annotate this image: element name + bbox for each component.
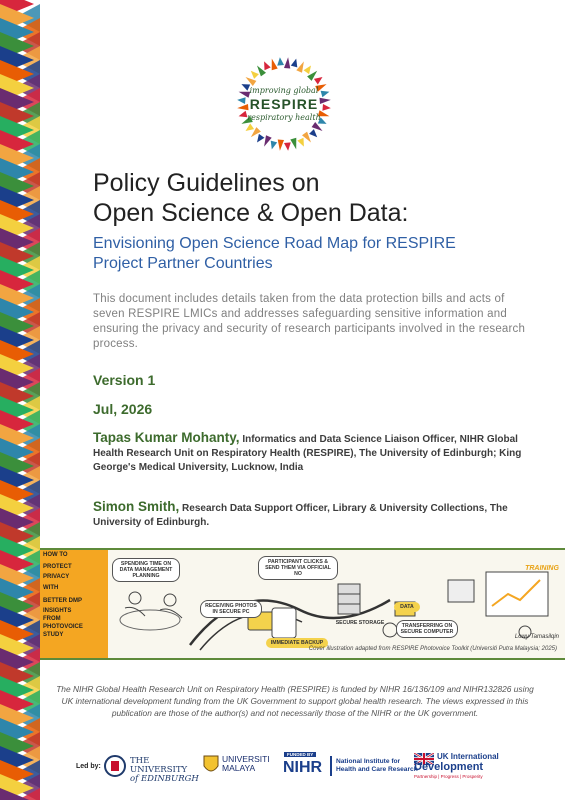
illustration-box-line: PROTECT (43, 564, 72, 570)
decorative-border (0, 0, 40, 800)
document-description: This document includes details taken from the data protection bills and acts of seven RESPIRE LMICs and addresses safeguarding sensitive information and ensuring the privacy and security of research participants involved in the research process. (93, 293, 526, 350)
funding-statement: The NIHR Global Health Research Unit on Respiratory Health (RESPIRE) is funded by NIHR 16/136/109 and NIHR132826 using UK international development funding from the UK Government to support global health research. The views expressed in this publication are those of the author(s) and not necessarily those of the NIHR or the UK government. (56, 684, 534, 718)
subtitle-line-2: Project Partner Countries (93, 255, 273, 272)
illustration-box-line: PRIVACY (43, 574, 70, 580)
edinburgh-name (130, 757, 200, 784)
led-by-label: Led by: (76, 763, 101, 770)
illustration-bubble: SECURE STORAGE (335, 620, 385, 626)
malaya-logo (202, 754, 274, 778)
illustration-bubble: SPENDING TIME ON DATA MANAGEMENT PLANNING (112, 558, 180, 582)
nihr-divider (330, 756, 332, 776)
author-2 (93, 500, 533, 530)
illustration-bubble: IMMEDIATE BACKUP (266, 638, 328, 648)
illustration-title-box (40, 550, 108, 658)
title-line-2: Open Science & Open Data: (93, 199, 409, 227)
illustration-box-line: HOW TO (43, 552, 68, 558)
document-title (93, 168, 533, 228)
illustration-box-line: STUDY (43, 632, 64, 638)
edinburgh-logo (104, 754, 200, 784)
nihr-logo (282, 752, 418, 780)
respire-logo (236, 56, 332, 152)
illustration-caption: Cover illustration adapted from RESPIRE Photovoice Toolkit (Universiti Putra Malaysia; 2025) (308, 646, 557, 652)
version-label: Version 1 (93, 372, 156, 388)
document-subtitle (93, 234, 543, 274)
edinburgh-line-1: THE UNIVERSITY (130, 756, 188, 775)
edinburgh-line-2: of EDINBURGH (130, 774, 199, 784)
illustration-bubble: TRAINING (525, 565, 559, 572)
nihr-acronym: NIHR (283, 759, 323, 776)
logo-wordmark: RESPIRE (249, 95, 319, 112)
illustration-bubble: PARTICIPANT CLICKS & SEND THEM VIA OFFICIAL NO (258, 556, 338, 580)
title-line-1: Policy Guidelines on (93, 169, 320, 197)
nihr-funded-by: FUNDED BY (284, 752, 316, 757)
illustration-box-line: PHOTOVOICE (43, 624, 83, 630)
malaya-line-2: MALAYA (222, 763, 256, 773)
triangle-pattern (0, 0, 40, 800)
author-1-name: Tapas Kumar Mohanty, (93, 430, 240, 445)
logo-tagline-top: improving global (249, 85, 319, 95)
illustration-box-line: BETTER DMP (43, 598, 82, 604)
nihr-fullname (336, 758, 418, 774)
illustration-bubble: TRANSFERRING ON SECURE COMPUTER (396, 620, 458, 638)
author-1 (93, 431, 533, 475)
nihr-line-2: Health and Care Research (336, 766, 418, 773)
subtitle-line-1: Envisioning Open Science Road Map for RESPIRE (93, 235, 456, 252)
author-2-name: Simon Smith, (93, 499, 180, 514)
publication-date: Jul, 2026 (93, 401, 153, 417)
illustration-bubble: RECEIVING PHOTOS IN SECURE PC (200, 600, 262, 618)
malaya-line-1: UNIVERSITI (222, 754, 270, 764)
author-1-affiliation: Informatics and Data Science Liaison Officer, NIHR Global Health Research Unit on Respiratory Health (RESPIRE), The University of Edinburgh; King George's Medical University, Lucknow, India (93, 434, 522, 473)
cover-illustration (40, 548, 565, 660)
illustration-box-line: WITH (43, 585, 59, 591)
edinburgh-crest-icon (104, 754, 126, 778)
nihr-line-1: National Institute for (336, 758, 401, 765)
malaya-crest-icon (202, 754, 220, 776)
illustration-box-line: FROM (43, 616, 61, 622)
author-2-affiliation: Research Data Support Officer, Library & University Collections, The University of Edinburgh. (93, 503, 508, 528)
uk-international-development-logo (414, 752, 534, 780)
ukid-line-1: UK International (437, 752, 499, 761)
illustration-box-line: INSIGHTS (43, 608, 72, 614)
ukid-line-2: Development (414, 761, 484, 773)
malaya-name (222, 755, 270, 773)
ukid-tagline: Partnership | Progress | Prosperity (414, 774, 483, 779)
illustration-bubble: DATA (394, 602, 420, 612)
logo-tagline-bottom: respiratory health (247, 112, 321, 122)
illustration-signature: Lowy Tamasilqin (514, 634, 559, 640)
